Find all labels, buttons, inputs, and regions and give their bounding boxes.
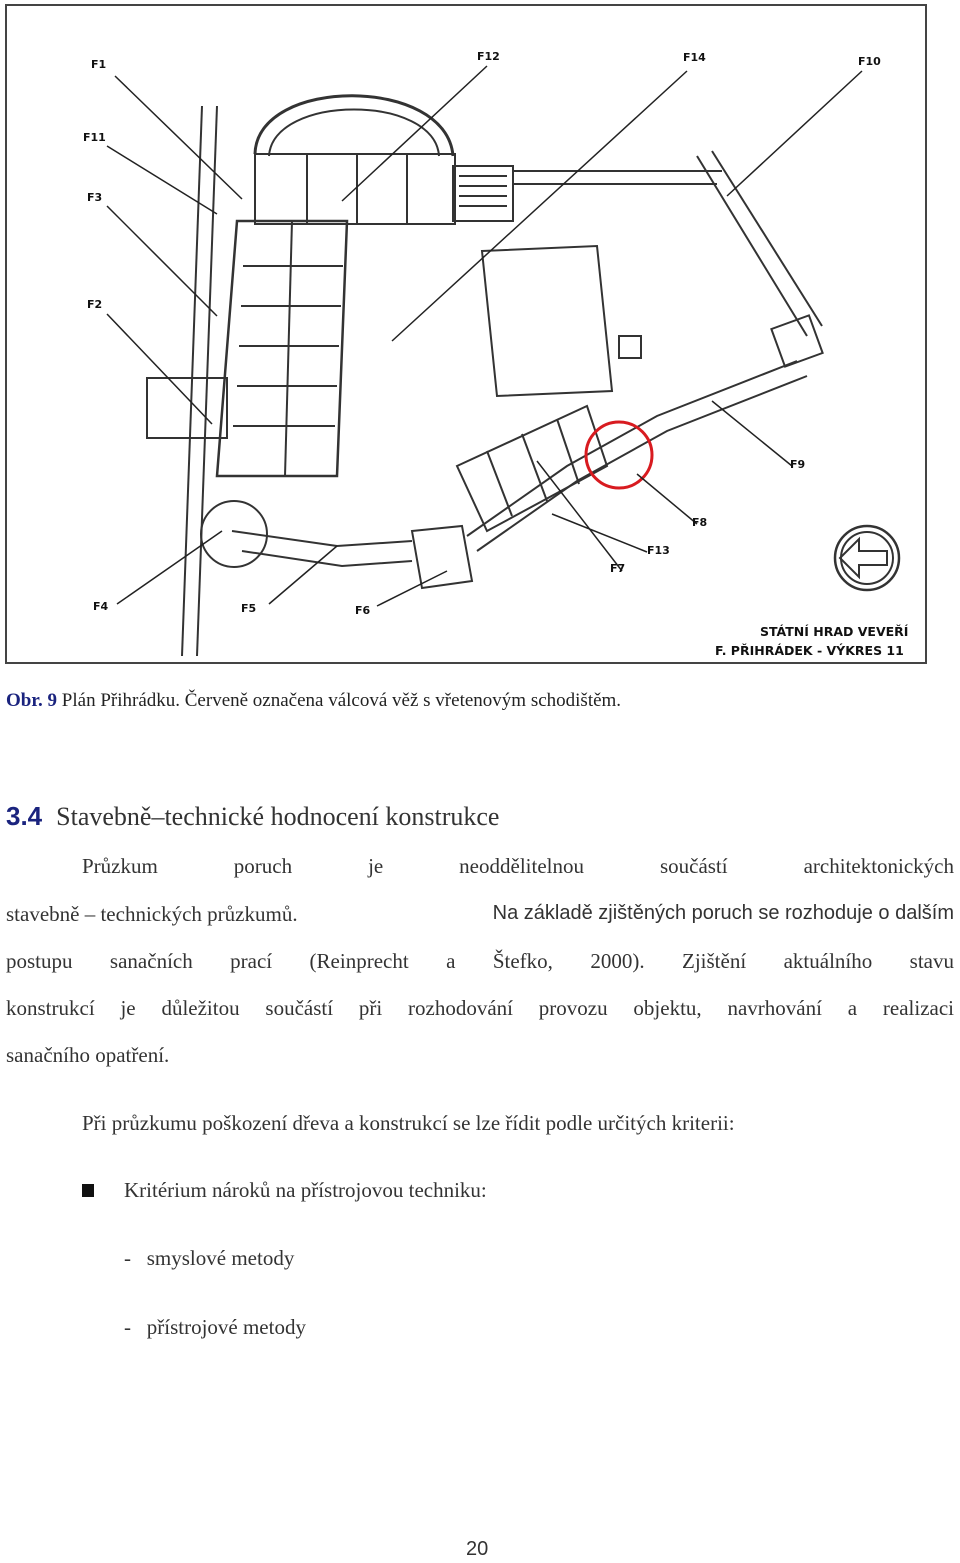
caption-text: Plán Přihrádku. Červeně označena válcová věž s vřetenovým schodištěm. — [61, 690, 622, 711]
figure-caption — [6, 690, 621, 712]
paragraph1-line2b: Na základě zjištěných poruch se rozhoduje o dalším — [492, 902, 954, 924]
paragraph1-line5: sanačního opatření. — [6, 1043, 170, 1067]
list-bullet-item: Kritérium nároků na přístrojovou techniku: — [124, 1178, 487, 1202]
square-bullet-icon — [82, 1184, 94, 1197]
floor-plan-figure — [5, 4, 927, 664]
plan-label-f11: F11 — [83, 131, 106, 144]
plan-label-f13: F13 — [647, 544, 670, 557]
list-sub-item-1: - smyslové metody — [124, 1246, 295, 1270]
page-number: 20 — [466, 1538, 489, 1560]
paragraph1-line2a: stavebně – technických průzkumů. — [6, 902, 298, 926]
paragraph1-line2 — [6, 902, 954, 927]
caption-number: 9 — [47, 690, 58, 711]
caption-label: Obr. — [6, 690, 43, 711]
plan-title-line2: F. PŘIHRÁDEK - VÝKRES 11 — [715, 643, 904, 658]
section-number: 3.4 — [6, 801, 43, 831]
plan-label-f12: F12 — [477, 50, 500, 63]
list-sub-item-2: - přístrojové metody — [124, 1315, 306, 1339]
plan-label-f5: F5 — [241, 602, 257, 615]
paragraph1-line3: postupu sanačních prací (Reinprecht a Štefko, 2000). Zjištění aktuálního stavu — [6, 949, 954, 973]
section-title: Stavebně–technické hodnocení konstrukce — [56, 802, 500, 831]
plan-label-f9: F9 — [790, 458, 806, 471]
paragraph1-line4: konstrukcí je důležitou součástí při rozhodování provozu objektu, navrhování a realizaci — [6, 996, 954, 1020]
plan-label-f8: F8 — [692, 516, 708, 529]
paragraph1-line1: Průzkum poruch je neoddělitelnou součástí architektonických — [82, 854, 954, 878]
plan-label-f3: F3 — [87, 191, 103, 204]
plan-label-f1: F1 — [91, 58, 107, 71]
plan-label-f14: F14 — [683, 51, 706, 64]
paragraph2: Při průzkumu poškození dřeva a konstrukcí se lze řídit podle určitých kriterii: — [82, 1111, 735, 1135]
plan-label-f7: F7 — [610, 562, 626, 575]
plan-label-f2: F2 — [87, 298, 103, 311]
plan-label-f6: F6 — [355, 604, 371, 617]
section-heading — [6, 801, 499, 832]
plan-label-f10: F10 — [858, 55, 881, 68]
plan-title-line1: STÁTNÍ HRAD VEVEŘÍ — [760, 624, 909, 639]
plan-label-f4: F4 — [93, 600, 109, 613]
floor-plan-drawing — [7, 6, 925, 662]
